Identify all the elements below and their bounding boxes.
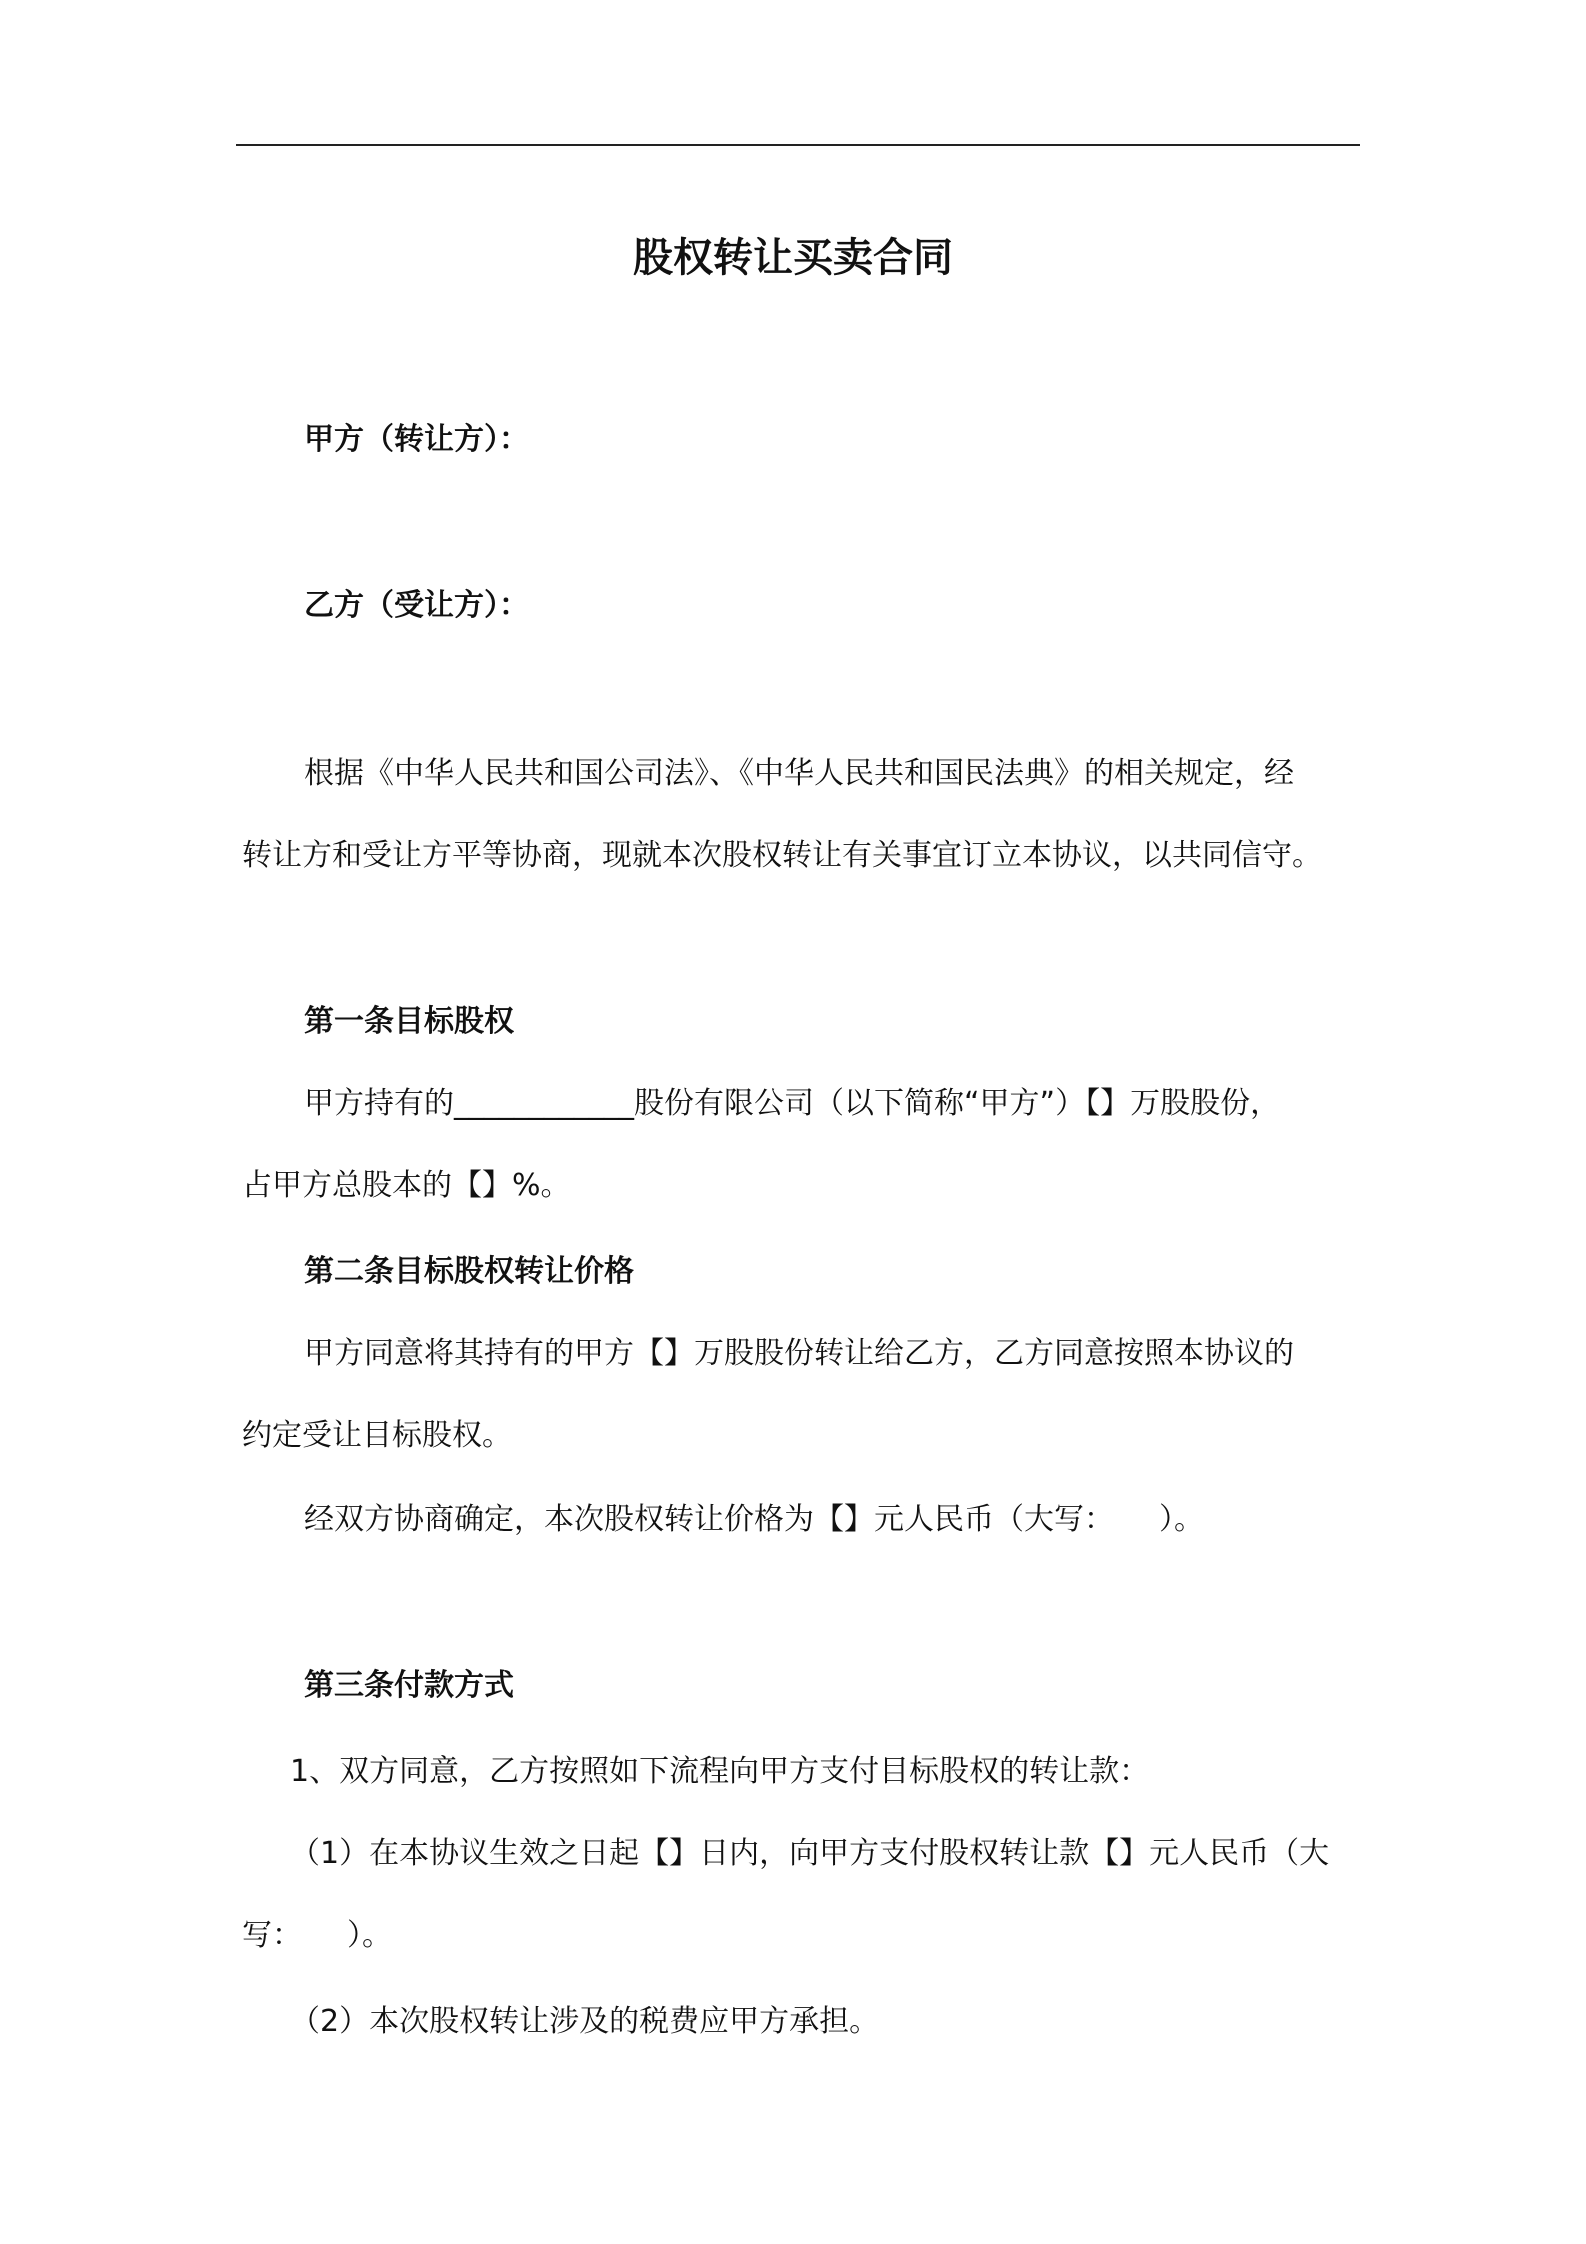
article-3-item-1: 1、双方同意，乙方按照如下流程向甲方支付目标股权的转让款：	[290, 1754, 1150, 1789]
party-a-label: 甲方（转让方）：	[304, 422, 529, 457]
article-2-para-1-line-2: 约定受让目标股权。	[242, 1418, 512, 1453]
article-1-heading: 第一条目标股权	[304, 1004, 514, 1039]
party-b-label: 乙方（受让方）：	[304, 588, 529, 623]
article-3-sub-1-line-2: 写： ）。	[242, 1918, 392, 1953]
document-title: 股权转让买卖合同	[633, 235, 953, 281]
article-2-heading: 第二条目标股权转让价格	[304, 1254, 634, 1289]
article-3-sub-1-line-1: （1）在本协议生效之日起【】日内，向甲方支付股权转让款【】元人民币（大	[290, 1836, 1330, 1871]
article-1-line-1: 甲方持有的____________股份有限公司（以下简称“甲方”）【】万股股份，	[304, 1086, 1281, 1121]
preamble-line-1: 根据《中华人民共和国公司法》、《中华人民共和国民法典》的相关规定，经	[304, 756, 1294, 791]
article-3-heading: 第三条付款方式	[304, 1668, 514, 1703]
article-2-para-2: 经双方协商确定，本次股权转让价格为【】元人民币（大写： ）。	[304, 1502, 1204, 1537]
article-1-line-2: 占甲方总股本的【】%。	[242, 1168, 571, 1203]
article-3-sub-2: （2）本次股权转让涉及的税费应甲方承担。	[290, 2004, 880, 2039]
article-2-para-1-line-1: 甲方同意将其持有的甲方【】万股股份转让给乙方，乙方同意按照本协议的	[304, 1336, 1294, 1371]
header-rule	[236, 144, 1360, 146]
preamble-line-2: 转让方和受让方平等协商，现就本次股权转让有关事宜订立本协议，以共同信守。	[242, 838, 1322, 873]
